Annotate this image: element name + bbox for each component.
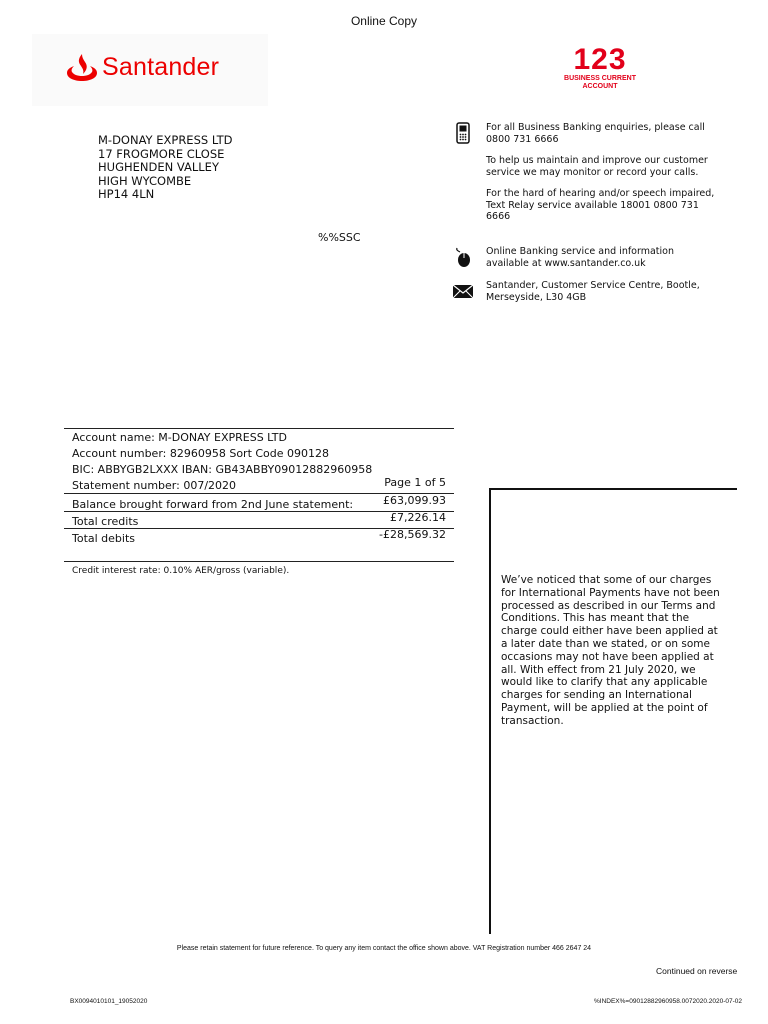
envelope-icon	[452, 280, 474, 302]
address-line: HUGHENDEN VALLEY	[98, 160, 219, 174]
continued-on-reverse: Continued on reverse	[656, 966, 738, 976]
product-logo	[556, 45, 644, 91]
address-line: 17 FROGMORE CLOSE	[98, 146, 225, 161]
address-line: M-DONAY EXPRESS LTD	[98, 133, 233, 147]
santander-logo	[66, 52, 219, 82]
contact-online	[452, 246, 716, 279]
account-name: Account name: M-DONAY EXPRESS LTD	[72, 431, 287, 444]
balance-label: Balance brought forward from 2nd June statement:	[72, 498, 354, 511]
total-credits-label: Total credits	[72, 515, 139, 528]
international-payments-notice: We’ve noticed that some of our charges for International Payments have not been processed as described in our Terms and Conditions. This has meant that the charge could either have been applied at a later date than we stated, or on some occasions may not have been applied at all. With effect from 21 July 2020, we would like to clarify that any applicable charges for sending an International Payment, will be applied at the point of transaction.	[501, 574, 720, 727]
contact-mail	[452, 280, 716, 313]
online-banking-text: Online Banking service and information available at www.santander.co.uk	[486, 246, 675, 269]
contact-phone	[452, 122, 716, 233]
total-debits-value: -£28,569.32	[379, 528, 446, 541]
balance-value: £63,099.93	[383, 494, 446, 507]
divider	[64, 428, 454, 429]
credit-interest-rate: Credit interest rate: 0.10% AER/gross (variable).	[72, 566, 290, 576]
mouse-icon	[452, 246, 474, 268]
ssc-code: %%SSC	[318, 231, 361, 244]
page-number: Page 1 of 5	[384, 476, 446, 489]
product-mark: 123	[573, 43, 627, 76]
divider	[64, 561, 454, 562]
notice-box	[489, 488, 737, 934]
document-reference: BX0094010101_19052020	[70, 998, 148, 1005]
phone-enquiries-text: For all Business Banking enquiries, please call 0800 731 6666	[486, 122, 705, 145]
flame-icon	[66, 52, 98, 82]
mobile-phone-icon	[452, 122, 474, 144]
bic-iban: BIC: ABBYGB2LXXX IBAN: GB43ABBY09012882960958	[72, 463, 373, 476]
index-reference: %INDEX%=09012882960958.0072020.2020-07-02	[594, 998, 742, 1005]
total-debits-label: Total debits	[72, 532, 136, 545]
address-line: HIGH WYCOMBE	[98, 173, 192, 188]
product-line-1: BUSINESS CURRENT	[564, 75, 636, 82]
brand-name: Santander	[102, 52, 220, 81]
text-relay-text: For the hard of hearing and/or speech impaired, Text Relay service available 18001 0800 731 6666	[486, 188, 715, 222]
online-copy-label: Online Copy	[350, 14, 418, 28]
product-line-2: ACCOUNT	[582, 83, 618, 90]
total-credits-value: £7,226.14	[390, 511, 446, 524]
account-number-sort-code: Account number: 82960958 Sort Code 090128	[72, 447, 330, 460]
address-line: HP14 4LN	[98, 187, 155, 201]
customer-address	[98, 134, 233, 202]
statement-number: Statement number: 007/2020	[72, 479, 237, 492]
postal-address-text: Santander, Customer Service Centre, Bootle, Merseyside, L30 4GB	[486, 280, 700, 303]
retain-statement-note: Please retain statement for future reference. To query any item contact the office shown above. VAT Registration number 466 2647 24	[176, 945, 592, 952]
call-monitoring-text: To help us maintain and improve our customer service we may monitor or record your calls.	[486, 155, 708, 178]
